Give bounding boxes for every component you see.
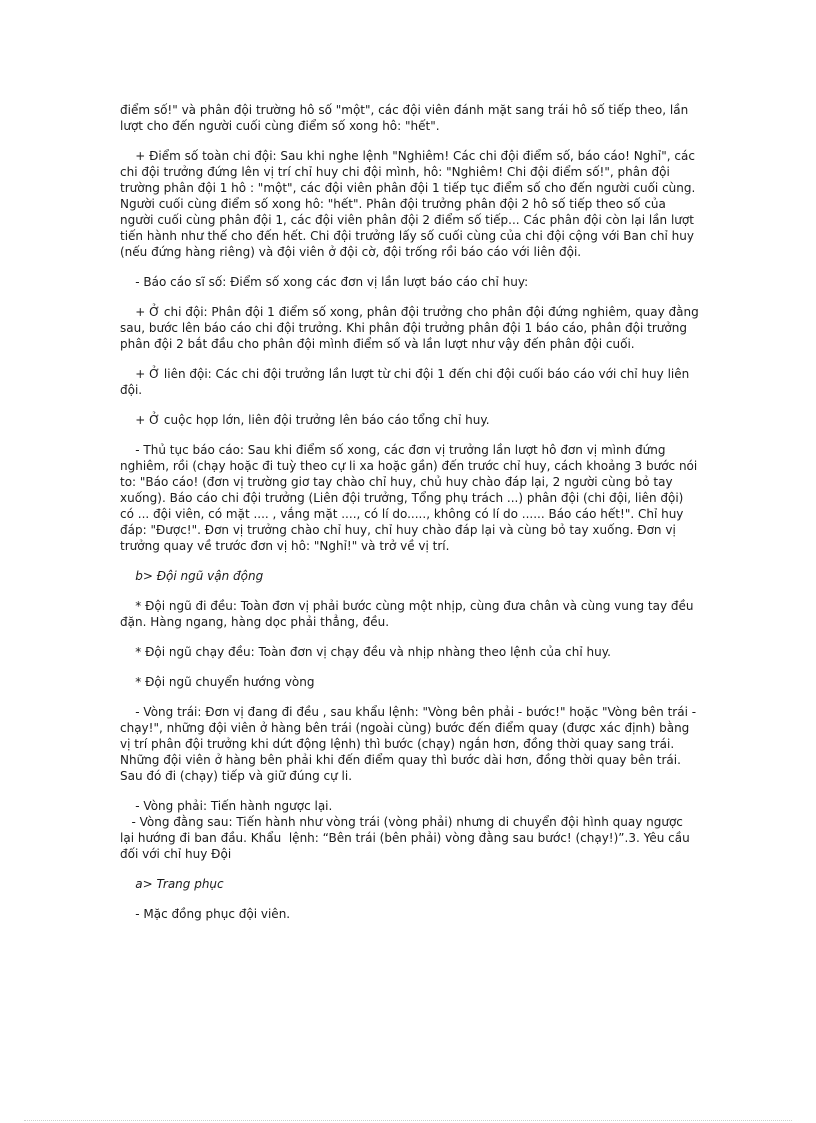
paragraph-counting-continuation: điểm số!" và phân đội trường hô số "một", các đội viên đánh mặt sang trái hô số tiếp theo, lần lượt cho đến người cuối cùng điểm số xong hô: "hết". (120, 103, 693, 133)
page-bottom-divider (24, 1120, 792, 1121)
paragraph-right-turn: - Vòng phải: Tiến hành ngược lại. (120, 799, 333, 813)
paragraph-squad-level: + Ở chi đội: Phân đội 1 điểm số xong, phân đội trưởng cho phân đội đứng nghiêm, quay đằng sau, bước lên báo cáo chi đội trưởng. Khi phân đội trưởng phân đội 1 báo cáo, phân đội trưởng phân đội 2 bắt đầu cho phân đội mình điểm số và lần lượt như vậy đến phân đội cuối. (120, 305, 703, 351)
section-heading-movement-formation: b> Đội ngũ vận động (120, 569, 264, 583)
paragraph-run-in-step: * Đội ngũ chạy đều: Toàn đơn vị chạy đều và nhịp nhàng theo lệnh của chỉ huy. (120, 645, 611, 659)
paragraph-turning-formation: * Đội ngũ chuyển hướng vòng (120, 675, 315, 689)
paragraph-attendance-report: - Báo cáo sĩ số: Điểm số xong các đơn vị lần lượt báo cáo chỉ huy: (120, 275, 529, 289)
paragraph-union-level: + Ở liên đội: Các chi đội trưởng lần lượt từ chi đội 1 đến chi đội cuối báo cáo với chỉ huy liên đội. (120, 367, 694, 397)
paragraph-whole-squad-counting: + Điểm số toàn chi đội: Sau khi nghe lệnh "Nghiêm! Các chi đội điểm số, báo cáo! Nghỉ", các chi đội trưởng đứng lên vị trí chỉ huy chi đội mình, hô: "Nghiêm! Chi đội điểm số!", phân đội trường phân đội 1 hô : "một", các đội viên phân đội 1 tiếp tục điểm số cho đến người cuối cùng. Người cuối cùng điểm số xong hô: "hết". Phân đội trưởng phân đội 2 hô số tiếp theo số của người cuối cùng phân đội 1, các đội viên phân đội 2 điểm số tiếp... Các phân đội còn lại lần lượt tiến hành như thế cho đến hết. Chi đội trưởng lấy số cuối cùng của chi đội cộng với Ban chỉ huy (nếu đứng hàng riêng) và đội viên ở đội cờ, đội trống rồi báo cáo với liên đội. (120, 149, 700, 259)
section-heading-uniform: a> Trang phục (120, 877, 224, 891)
paragraph-left-turn: - Vòng trái: Đơn vị đang đi đều , sau khẩu lệnh: "Vòng bên phải - bước!" hoặc "Vòng bên trái - chạy!", những đội viên ở hàng bên trái (ngoài cùng) bước đến điểm quay (được xác định) bằng vị trí phân đội trưởng khi dứt động lệnh) thì bước (chạy) ngắn hơn, đồng thời quay sang trái. Những đội viên ở hàng bên phải khi đến điểm quay thì bước dài hơn, đồng thời quay bên trái. Sau đó đi (chạy) tiếp và giữ đúng cự li. (120, 705, 700, 783)
document-body (120, 102, 703, 936)
paragraph-report-procedure: - Thủ tục báo cáo: Sau khi điểm số xong, các đơn vị trưởng lần lượt hô đơn vị mình đứng nghiêm, rồi (chạy hoặc đi tuỳ theo cự li xa hoặc gần) đến trước chỉ huy, cách khoảng 3 bước nói to: "Báo cáo! (đơn vị trường giơ tay chào chỉ huy, chủ huy chào đáp lại, 2 người cùng bỏ tay xuống). Báo cáo chi đội trưởng (Liên đội trưởng, Tổng phụ trách ...) phân đội (chi đội, liên đội) có ... đội viên, có mặt .... , vắng mặt ...., có lí do....., không có lí do ...... Báo cáo hết!". Chỉ huy đáp: "Được!". Đơn vị trưởng chào chỉ huy, chỉ huy chào đáp lại và cùng bỏ tay xuống. Đơn vị trưởng quay về trước đơn vị hô: "Nghỉ!" và trở về vị trí. (120, 443, 702, 553)
paragraph-large-meeting: + Ở cuộc họp lớn, liên đội trưởng lên báo cáo tổng chỉ huy. (120, 413, 490, 427)
paragraph-wear-uniform: - Mặc đồng phục đội viên. (120, 907, 291, 921)
paragraph-march-in-step: * Đội ngũ đi đều: Toàn đơn vị phải bước cùng một nhịp, cùng đưa chân và cùng vung tay đều đặn. Hàng ngang, hàng dọc phải thẳng, đều. (120, 599, 698, 629)
paragraph-about-turn: - Vòng đằng sau: Tiến hành như vòng trái (vòng phải) nhưng di chuyển đội hình quay ngược lại hướng đi ban đầu. Khẩu lệnh: “Bên trái (bên phải) vòng đằng sau bước! (chạy!)”.3. Yêu cầu đối với chỉ huy Đội (120, 815, 694, 861)
